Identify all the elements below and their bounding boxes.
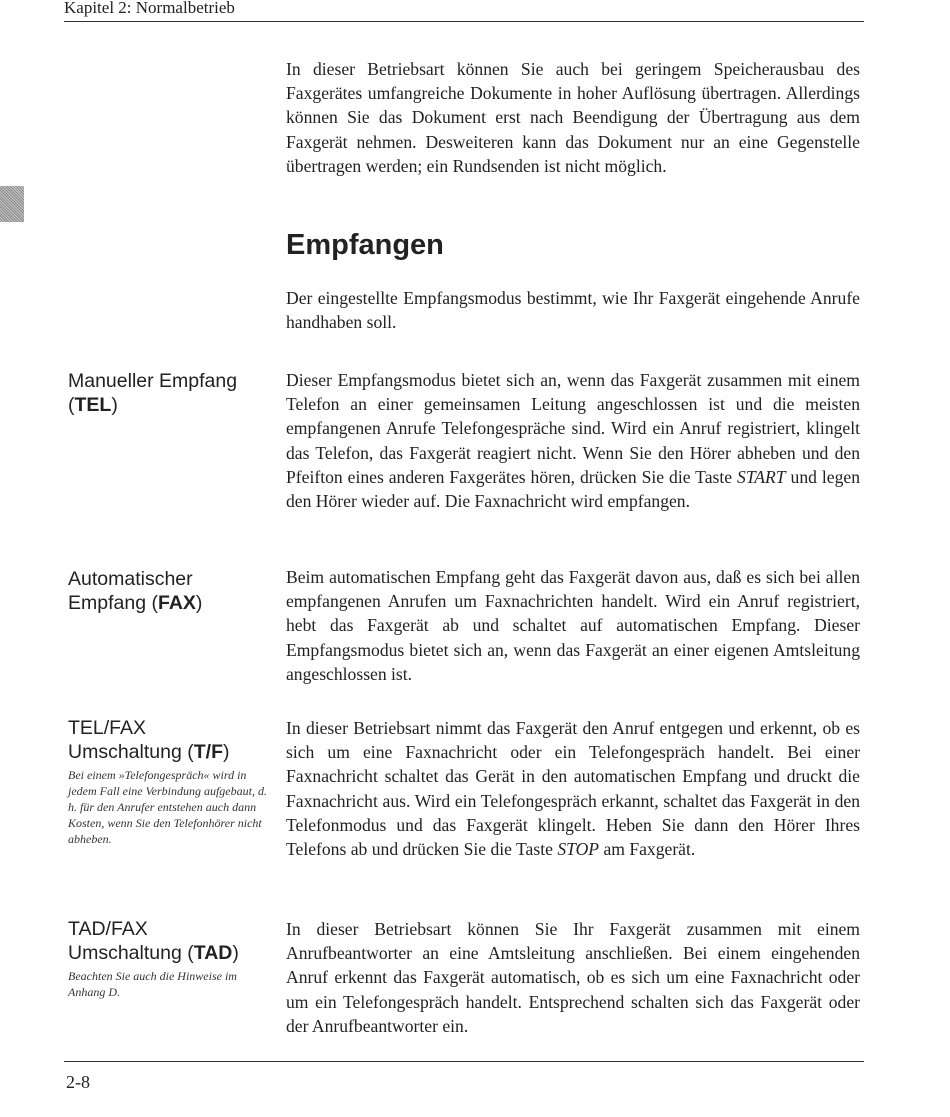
mode-label-line1: TAD/FAX bbox=[68, 918, 148, 940]
section-intro: Der eingestellte Empfangsmodus bestimmt, wie Ihr Faxgerät eingehende Anrufe handhaben soll. bbox=[286, 288, 860, 333]
mode-code: FAX bbox=[157, 592, 196, 614]
mode-label-line1: Automatischer bbox=[68, 568, 193, 590]
mode-label-tad: TAD/FAX Umschaltung (TAD) bbox=[68, 918, 239, 964]
mode-code: TAD bbox=[193, 942, 233, 964]
mode-text-fax: Beim automatischen Empfang geht das Faxgerät davon aus, daß es sich bei allen empfangenen Anrufen um Faxnachrichten handelt. Wird ein Anruf registriert, hebt das Faxgerät ab und schaltet auf automatischen Empfang. Dieser Empfangsmodus bietet sich an, wenn das Faxgerät an einer eigenen Amtsleitung angeschlossen ist. bbox=[286, 567, 860, 684]
mode-text-tel: Dieser Empfangsmodus bietet sich an, wenn das Faxgerät zusammen mit einem Telefon an einer gemeinsamen Leitung angeschlossen ist und die meisten empfangenen Anrufe Telefongespräche sind. Wird ein Anruf registriert, klingelt das Telefon, das Faxgerät reagiert nicht. Wenn Sie den Hörer abheben und den Pfeifton eines anderen Faxgerätes hören, drücken Sie die Taste START und legen den Hörer wieder auf. Die Faxnachricht wird empfangen. bbox=[286, 370, 860, 512]
header-rule bbox=[64, 21, 864, 22]
mode-label-fax: Automatischer Empfang (FAX) bbox=[68, 568, 203, 614]
section-title: Empfangen bbox=[286, 229, 444, 261]
chapter-thumb-tab bbox=[0, 186, 24, 222]
mode-text-tf: In dieser Betriebsart nimmt das Faxgerät den Anruf entgegen und erkennt, ob es sich um eine Faxnachricht oder ein Telefongespräch handelt. Bei einer Faxnachricht schaltet das Gerät in den automatischen Empfang und druckt die Faxnachricht aus. Wird ein Telefongespräch erkannt, schaltet das Faxgerät in den Telefonmodus und das Faxgerät klingelt. Heben Sie dann den Hörer Ihres Telefons ab und drücken Sie die Taste STOP am Faxgerät. bbox=[286, 718, 860, 860]
page-number: 2-8 bbox=[66, 1072, 90, 1092]
mode-label-line1: TEL/FAX bbox=[68, 717, 147, 739]
mode-label-line1: Manueller Empfang bbox=[68, 370, 238, 392]
mode-label-tel: Manueller Empfang (TEL) bbox=[68, 370, 238, 416]
key-start: START bbox=[737, 466, 786, 487]
mode-note-tf: Bei einem »Telefongespräch« wird in jedem Fall eine Verbindung aufgebaut, d. h. für den Anrufer entstehen auch dann Kosten, wenn Sie den Telefonhörer nicht abheben. bbox=[68, 768, 267, 846]
mode-code: TEL bbox=[74, 394, 112, 416]
mode-label-tf: TEL/FAX Umschaltung (T/F) bbox=[68, 717, 230, 763]
intro-paragraph: In dieser Betriebsart können Sie auch bei geringem Speicherausbau des Faxgerätes umfangreiche Dokumente in hoher Auflösung übertragen. Allerdings können Sie das Dokument erst nach Beendigung der Übertragung aus dem Faxgerät nehmen. Desweiteren kann das Dokument nur an eine Gegenstelle übertragen werden; ein Rundsenden ist nicht möglich. bbox=[286, 59, 860, 176]
footer-rule bbox=[64, 1061, 864, 1062]
mode-note-tad: Beachten Sie auch die Hinweise im Anhang D. bbox=[68, 969, 237, 999]
mode-code: T/F bbox=[193, 741, 223, 763]
mode-text-tad: In dieser Betriebsart können Sie Ihr Faxgerät zusammen mit einem Anrufbeantworter an eine Amtsleitung anschließen. Bei einem eingehenden Anruf erkennt das Faxgerät automatisch, ob es sich um eine Faxnachricht oder um ein Telefongespräch handelt. Entsprechend schalten sich das Faxgerät oder der Anrufbeantworter ein. bbox=[286, 919, 860, 1036]
key-stop: STOP bbox=[557, 839, 600, 860]
running-header: Kapitel 2: Normalbetrieb bbox=[64, 0, 235, 17]
